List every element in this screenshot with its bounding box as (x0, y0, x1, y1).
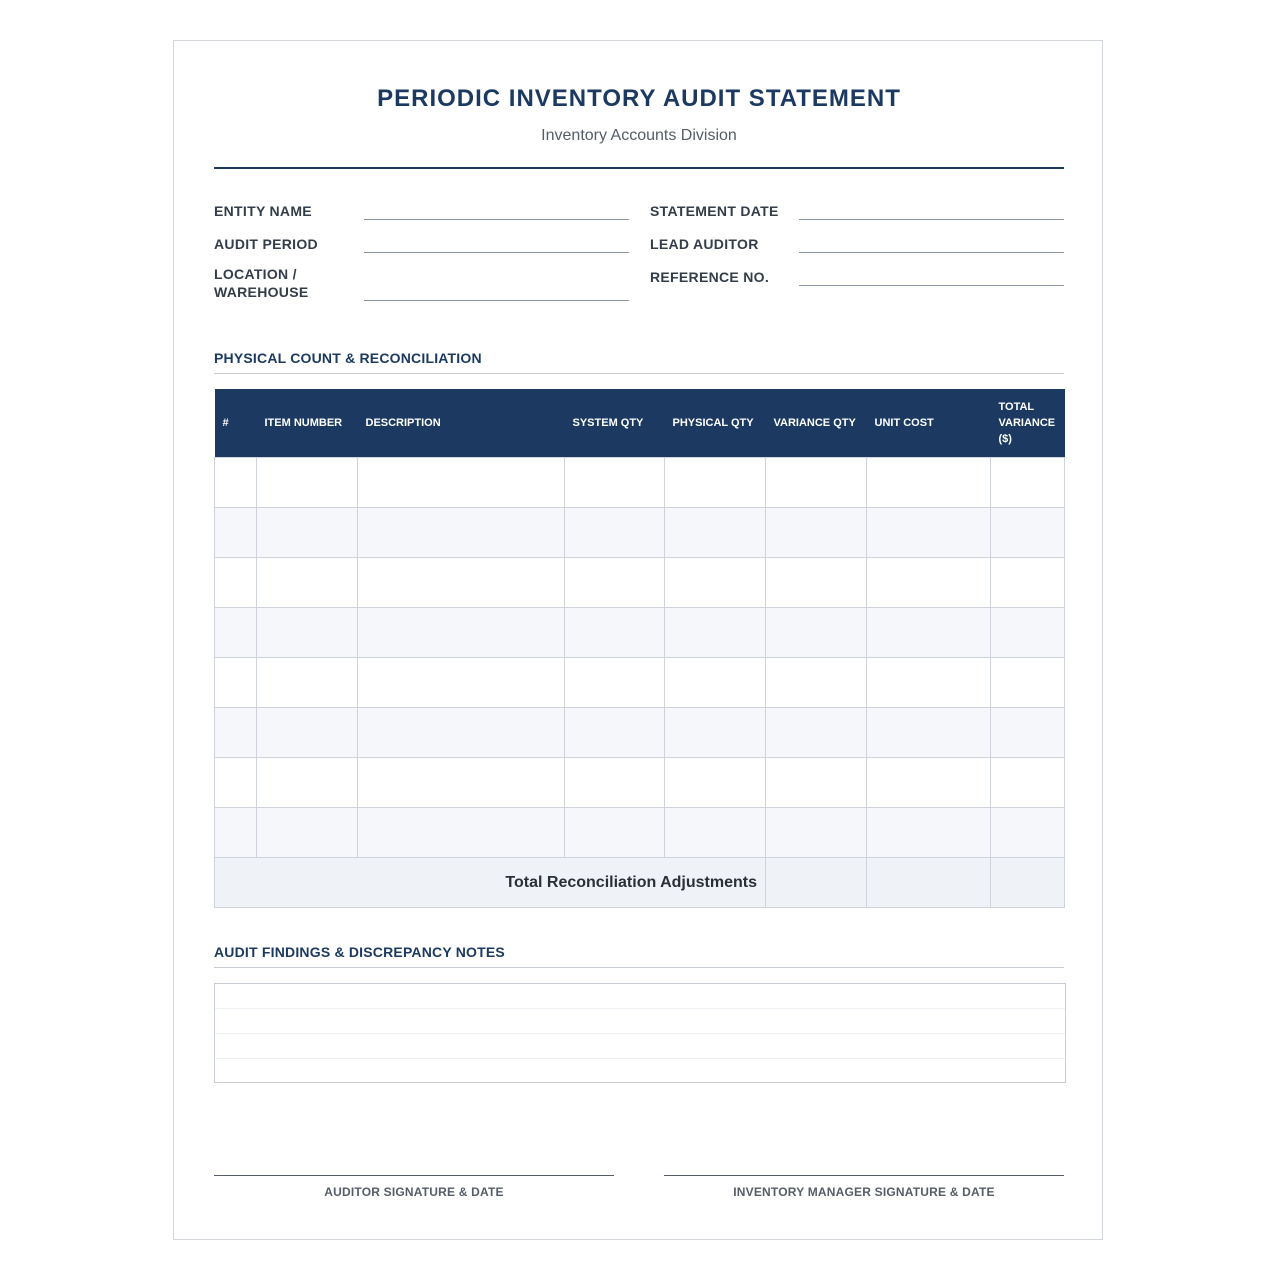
manager-signature-line[interactable] (664, 1175, 1064, 1176)
table-cell[interactable] (565, 658, 665, 708)
table-cell[interactable] (766, 608, 867, 658)
column-header-unit-cost: UNIT COST (867, 389, 991, 458)
table-cell[interactable] (665, 508, 766, 558)
table-row (215, 458, 1065, 508)
column-header-item-number: ITEM NUMBER (257, 389, 358, 458)
lead-auditor-field[interactable] (799, 252, 1064, 253)
table-cell[interactable] (215, 508, 257, 558)
table-row (215, 508, 1065, 558)
table-cell[interactable] (991, 558, 1065, 608)
table-cell[interactable] (215, 608, 257, 658)
table-cell[interactable] (257, 758, 358, 808)
table-cell[interactable] (257, 708, 358, 758)
document-page (173, 40, 1103, 1240)
reconciliation-section-divider (214, 373, 1064, 374)
notes-ruled-line (215, 1033, 1065, 1034)
notes-ruled-line (215, 1058, 1065, 1059)
table-cell[interactable] (766, 708, 867, 758)
table-cell[interactable] (665, 458, 766, 508)
table-cell[interactable] (257, 658, 358, 708)
location-label-line2: WAREHOUSE (214, 284, 309, 300)
table-cell[interactable] (565, 558, 665, 608)
table-row (215, 708, 1065, 758)
table-cell[interactable] (215, 808, 257, 858)
table-cell[interactable] (991, 458, 1065, 508)
table-cell[interactable] (358, 508, 565, 558)
table-cell[interactable] (766, 558, 867, 608)
reconciliation-section-title: PHYSICAL COUNT & RECONCILIATION (214, 350, 482, 366)
table-cell[interactable] (565, 758, 665, 808)
table-cell[interactable] (358, 658, 565, 708)
table-cell[interactable] (215, 658, 257, 708)
table-cell[interactable] (991, 608, 1065, 658)
table-cell[interactable] (257, 508, 358, 558)
table-cell[interactable] (358, 708, 565, 758)
table-cell[interactable] (665, 758, 766, 808)
table-header-row (215, 389, 1065, 458)
column-header-number: # (215, 389, 257, 458)
table-cell[interactable] (215, 558, 257, 608)
table-cell[interactable] (991, 758, 1065, 808)
table-cell[interactable] (565, 608, 665, 658)
total-unit-cost-cell[interactable] (867, 858, 991, 908)
table-cell[interactable] (766, 808, 867, 858)
total-variance-qty-cell[interactable] (766, 858, 867, 908)
table-cell[interactable] (257, 608, 358, 658)
reference-no-label: REFERENCE NO. (650, 269, 770, 285)
table-cell[interactable] (991, 808, 1065, 858)
table-cell[interactable] (766, 458, 867, 508)
table-cell[interactable] (358, 808, 565, 858)
table-row (215, 558, 1065, 608)
header-divider (214, 167, 1064, 169)
table-cell[interactable] (665, 658, 766, 708)
table-cell[interactable] (358, 758, 565, 808)
table-cell[interactable] (991, 658, 1065, 708)
auditor-signature-line[interactable] (214, 1175, 614, 1176)
table-cell[interactable] (257, 558, 358, 608)
document-subtitle: Inventory Accounts Division (541, 127, 737, 144)
table-cell[interactable] (867, 608, 991, 658)
total-row (215, 858, 1065, 908)
document-title: PERIODIC INVENTORY AUDIT STATEMENT (377, 85, 901, 112)
reconciliation-table (214, 389, 1065, 908)
table-cell[interactable] (867, 658, 991, 708)
table-cell[interactable] (991, 508, 1065, 558)
table-cell[interactable] (867, 808, 991, 858)
table-cell[interactable] (665, 558, 766, 608)
column-header-variance-qty: VARIANCE QTY (766, 389, 867, 458)
reference-no-field[interactable] (799, 285, 1064, 286)
table-cell[interactable] (565, 508, 665, 558)
column-header-physical-qty: PHYSICAL QTY (665, 389, 766, 458)
notes-section-divider (214, 967, 1064, 968)
notes-textarea[interactable] (214, 983, 1066, 1083)
table-cell[interactable] (867, 758, 991, 808)
total-variance-amount-cell[interactable] (991, 858, 1065, 908)
table-cell[interactable] (565, 708, 665, 758)
table-cell[interactable] (665, 808, 766, 858)
table-cell[interactable] (665, 608, 766, 658)
entity-name-field[interactable] (364, 219, 629, 220)
notes-ruled-line (215, 1008, 1065, 1009)
column-header-system-qty: SYSTEM QTY (565, 389, 665, 458)
table-cell[interactable] (991, 708, 1065, 758)
table-row (215, 608, 1065, 658)
location-warehouse-label (214, 265, 309, 301)
table-cell[interactable] (766, 758, 867, 808)
auditor-signature-label: AUDITOR SIGNATURE & DATE (324, 1185, 504, 1199)
table-cell[interactable] (215, 708, 257, 758)
table-row (215, 658, 1065, 708)
statement-date-field[interactable] (799, 219, 1064, 220)
audit-period-label: AUDIT PERIOD (214, 236, 318, 252)
total-reconciliation-label: Total Reconciliation Adjustments (215, 858, 766, 908)
column-header-total-variance: TOTAL VARIANCE ($) (991, 389, 1065, 458)
table-cell[interactable] (867, 708, 991, 758)
table-cell[interactable] (215, 758, 257, 808)
table-row (215, 758, 1065, 808)
table-cell[interactable] (867, 558, 991, 608)
table-cell[interactable] (257, 808, 358, 858)
table-cell[interactable] (565, 808, 665, 858)
table-cell[interactable] (358, 608, 565, 658)
notes-section-title: AUDIT FINDINGS & DISCREPANCY NOTES (214, 944, 505, 960)
statement-date-label: STATEMENT DATE (650, 203, 779, 219)
table-cell[interactable] (665, 708, 766, 758)
audit-period-field[interactable] (364, 252, 629, 253)
table-cell[interactable] (766, 508, 867, 558)
location-warehouse-field[interactable] (364, 300, 629, 301)
table-cell[interactable] (766, 658, 867, 708)
table-cell[interactable] (565, 458, 665, 508)
table-cell[interactable] (358, 458, 565, 508)
column-header-description: DESCRIPTION (358, 389, 565, 458)
table-cell[interactable] (215, 458, 257, 508)
table-cell[interactable] (867, 458, 991, 508)
manager-signature-label: INVENTORY MANAGER SIGNATURE & DATE (733, 1185, 995, 1199)
table-cell[interactable] (867, 508, 991, 558)
table-row (215, 808, 1065, 858)
entity-name-label: ENTITY NAME (214, 203, 312, 219)
table-cell[interactable] (257, 458, 358, 508)
table-cell[interactable] (358, 558, 565, 608)
location-label-line1: LOCATION / (214, 266, 297, 282)
lead-auditor-label: LEAD AUDITOR (650, 236, 759, 252)
